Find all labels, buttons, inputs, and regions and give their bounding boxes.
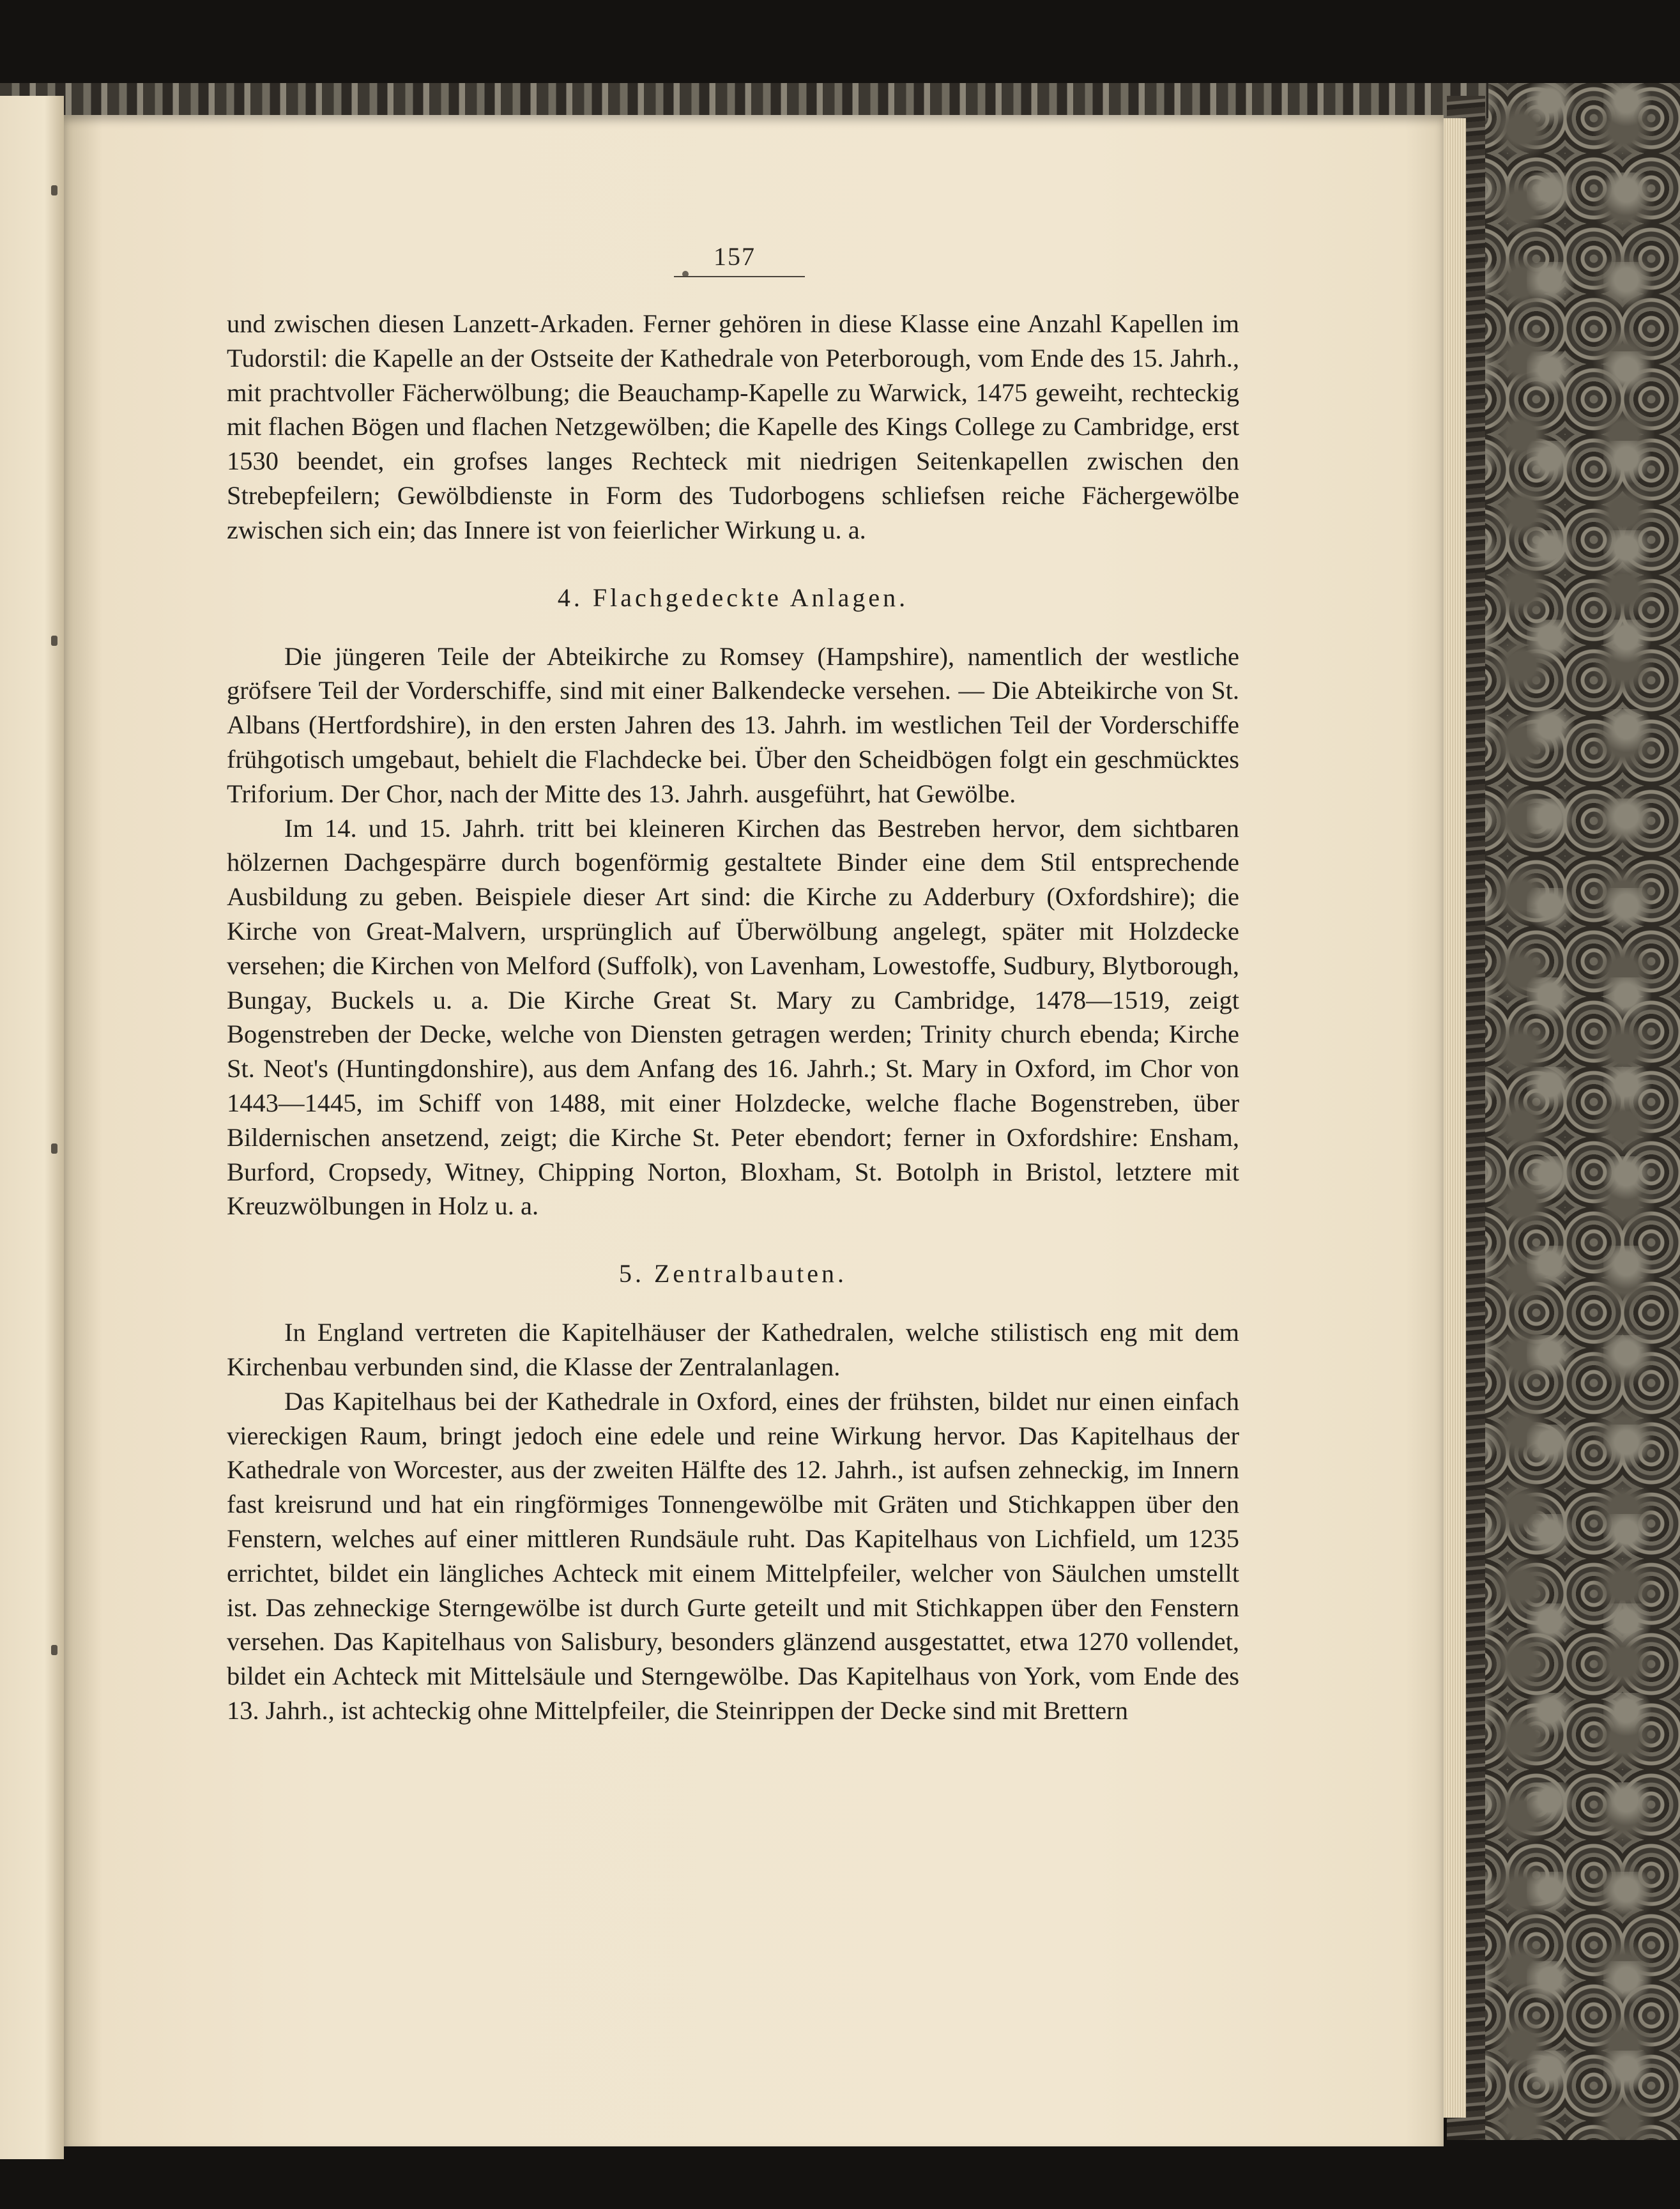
binding-hole	[51, 1645, 57, 1655]
book-cover-top-edge	[0, 83, 1488, 118]
page-number-rule	[674, 276, 805, 277]
page-body	[227, 307, 1239, 1728]
binding-hole	[51, 1143, 57, 1154]
binding-hole	[51, 185, 57, 195]
page-number: 157	[714, 242, 756, 271]
previous-page-edge	[0, 96, 64, 2159]
paragraph: Das Kapitelhaus bei der Kathedrale in Oxford, eines der frühsten, bildet nur einen einfach viereckigen Raum, bringt jedoch eine edele und reine Wirkung hervor. Das Kapitelhaus der Kathedrale von Worcester, aus der zweiten Hälfte des 12. Jahrh., ist aufsen zehneckig, im Innern fast kreisrund und hat ein ringförmiges Tonnengewölbe mit Gräten und Stichkappen über den Fenstern, welches auf einer mittleren Rundsäule ruht. Das Kapitelhaus von Lichfield, um 1235 errichtet, bildet ein längliches Achteck mit einem Mittelpfeiler, welcher von Säulchen umstellt ist. Das zehneckige Sterngewölbe ist durch Gurte geteilt und mit Stichkappen über den Fenstern versehen. Das Kapitelhaus von Salisbury, besonders glänzend ausgestattet, etwa 1270 vollendet, bildet ein Achteck mit Mittelsäule und Sterngewölbe. Das Kapitelhaus von York, vom Ende des 13. Jahrh., ist achteckig ohne Mittelpfeiler, die Steinrippen der Decke sind mit Brettern	[227, 1386, 1239, 1725]
paragraph-continuation: und zwischen diesen Lanzett-Arkaden. Ferner gehören in diese Klasse eine Anzahl Kapellen im Tudorstil: die Kapelle an der Ostseite der Kathedrale von Peterborough, vom Ende des 15. Jahrh., mit prachtvoller Fächerwölbung; die Beauchamp-Kapelle zu Warwick, 1475 geweiht, rechteckig mit flachen Bögen und flachen Netzgewölben; die Kapelle des Kings College zu Cambridge, erst 1530 beendet, ein grofses langes Rechteck mit niedrigen Seitenkapellen zwischen den Strebepfeilern; Gewölbdienste in Form des Tudorbogens schliefsen reiche Fächergewölbe zwischen sich ein; das Innere ist von feierlicher Wirkung u. a.	[227, 309, 1239, 544]
section-heading-4: 4. Flachgedeckte Anlagen.	[557, 583, 909, 612]
section-heading-5: 5. Zentralbauten.	[618, 1259, 848, 1288]
paragraph: Im 14. und 15. Jahrh. tritt bei kleineren Kirchen das Bestreben hervor, dem sichtbaren hölzernen Dachgespärre durch bogenförmig gestaltete Binder eine dem Stil entsprechende Ausbildung zu geben. Beispiele dieser Art sind: die Kirche zu Adderbury (Oxfordshire); die Kirche von Great-Malvern, ursprünglich auf Überwölbung angelegt, später mit Holzdecke versehen; die Kirchen von Melford (Suffolk), von Lavenham, Lowestoffe, Sudbury, Blytborough, Bungay, Buckels u. a. Die Kirche Great St. Mary zu Cambridge, 1478—1519, zeigt Bogenstreben der Decke, welche von Diensten getragen werden; Trinity church ebenda; Kirche St. Neot's (Huntingdonshire), aus dem Anfang des 16. Jahrh.; St. Mary in Oxford, im Chor von 1443—1445, im Schiff von 1488, mit einer Holzdecke, welche flache Bogenstreben, über Bildernischen ansetzend, zeigt; die Kirche St. Peter ebendort; ferner in Oxfordshire: Ensham, Burford, Cropsedy, Witney, Chipping Norton, Bloxham, St. Botolph in Bristol, letztere mit Kreuzwölbungen in Holz u. a.	[227, 813, 1239, 1221]
page-stack-edges	[1440, 118, 1466, 2118]
paragraph: In England vertreten die Kapitelhäuser der Kathedralen, welche stilistisch eng mit dem Kirchenbau verbunden sind, die Klasse der Zentralanlagen.	[227, 1318, 1239, 1381]
paragraph: Die jüngeren Teile der Abteikirche zu Romsey (Hampshire), namentlich der westliche gröfsere Teil der Vorderschiffe, sind mit einer Balkendecke versehen. — Die Abteikirche von St. Albans (Hertfordshire), in den ersten Jahren des 13. Jahrh. im westlichen Teil der Vorderschiffe frühgotisch umgebaut, behielt die Flachdecke bei. Über den Scheidbögen folgt ein geschmücktes Triforium. Der Chor, nach der Mitte des 13. Jahrh. ausgeführt, hat Gewölbe.	[227, 641, 1239, 808]
binding-hole	[51, 636, 57, 646]
